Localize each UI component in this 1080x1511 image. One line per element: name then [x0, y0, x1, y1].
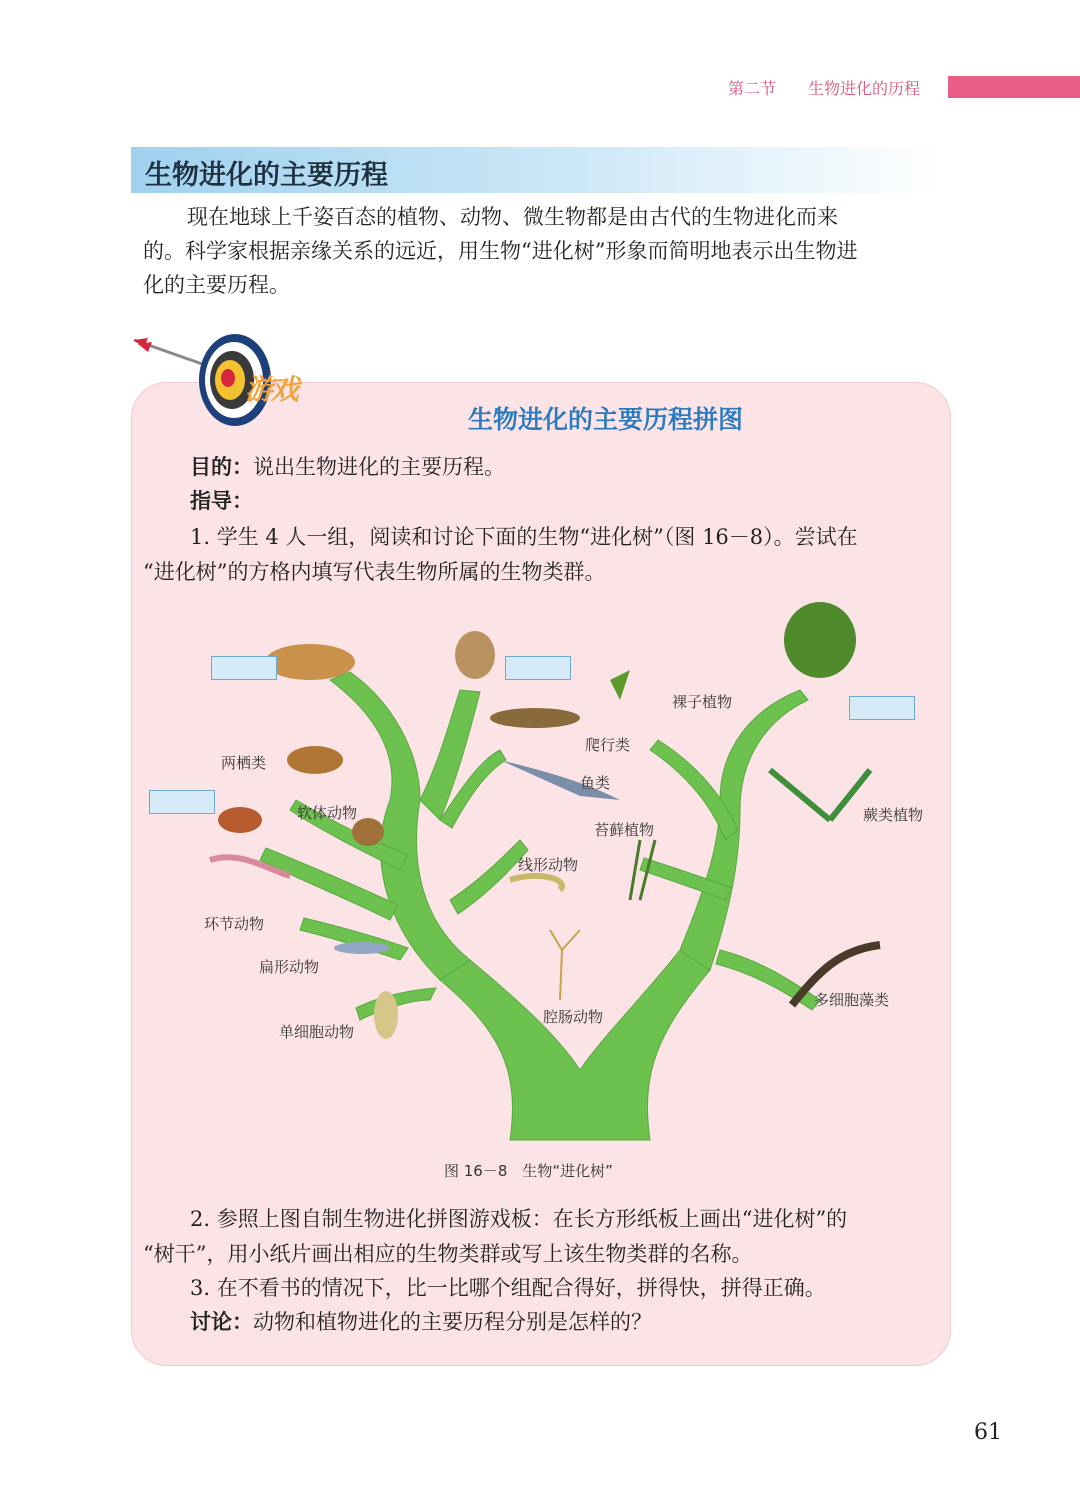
evolution-tree-figure	[140, 600, 940, 1160]
game-title: 生物进化的主要历程拼图	[468, 405, 744, 434]
intro-line: 化的主要历程。	[143, 273, 290, 297]
discussion-line	[190, 1305, 940, 1339]
purpose-label: 目的：	[190, 455, 253, 479]
game-label: 游戏	[245, 373, 298, 406]
label-ferns: 蕨类植物	[863, 806, 924, 824]
figure-caption: 图 16－8 生物“进化树”	[444, 1162, 613, 1180]
page-number: 61	[974, 1420, 1002, 1445]
crocodile-icon	[490, 708, 580, 728]
header-title: 生物进化的历程	[808, 79, 921, 98]
label-annelids: 环节动物	[204, 915, 265, 933]
label-fish: 鱼类	[580, 774, 611, 792]
pine-tree-icon	[784, 602, 856, 678]
step1-line1: 1. 学生 4 人一组，阅读和讨论下面的生物“进化树”（图 16－8）。尝试在	[190, 525, 858, 549]
discussion-text: 动物和植物进化的主要历程分别是怎样的？	[253, 1310, 652, 1334]
section-heading	[131, 147, 943, 193]
answer-box[interactable]	[211, 656, 277, 680]
purpose-line	[190, 450, 940, 484]
tree-branch-left-2	[420, 690, 480, 820]
ginkgo-icon	[610, 670, 630, 700]
step2-line2: “树干”，用小纸片画出相应的生物类群或写上该生物类群的名称。	[143, 1242, 753, 1266]
step2-line1: 2. 参照上图自制生物进化拼图游戏板：在长方形纸板上画出“进化树”的	[190, 1207, 848, 1231]
intro-line: 的。科学家根据亲缘关系的远近，用生物“进化树”形象而简明地表示出生物进	[143, 239, 858, 263]
label-algae: 多细胞藻类	[814, 991, 890, 1009]
hydra-icon	[550, 930, 580, 1000]
label-mollusks: 软体动物	[297, 804, 358, 822]
intro-line: 现在地球上千姿百态的植物、动物、微生物都是由古代的生物进化而来	[187, 205, 838, 229]
owl-icon	[455, 631, 495, 679]
tree-branch-right	[680, 690, 808, 970]
header-section: 第二节	[728, 79, 777, 98]
tree-trunk	[440, 950, 710, 1140]
tree-twig	[716, 950, 820, 1010]
fern-icon	[770, 770, 870, 820]
label-flatworms: 扁形动物	[259, 958, 320, 976]
answer-box[interactable]	[149, 790, 215, 814]
frog-icon	[287, 746, 343, 774]
guide-label: 指导：	[190, 489, 253, 513]
section-heading-text: 生物进化的主要历程	[145, 160, 388, 191]
label-reptiles: 爬行类	[585, 736, 631, 754]
evolution-tree-graphic	[140, 600, 940, 1160]
guide-line	[190, 484, 940, 518]
purpose-text: 说出生物进化的主要历程。	[253, 455, 505, 479]
answer-box[interactable]	[505, 656, 571, 680]
flatworm-icon	[334, 942, 390, 954]
crab-icon	[218, 807, 262, 833]
label-gymnosperms: 裸子植物	[672, 693, 733, 711]
label-coelenterates: 腔肠动物	[543, 1008, 604, 1026]
roundworm-icon	[510, 876, 562, 890]
protozoa-icon	[374, 991, 398, 1039]
label-amphibians: 两栖类	[221, 754, 267, 772]
answer-box[interactable]	[849, 696, 915, 720]
running-header	[728, 76, 1080, 100]
step3-line: 3. 在不看书的情况下，比一比哪个组配合得好，拼得快，拼得正确。	[190, 1276, 826, 1300]
label-protozoa: 单细胞动物	[279, 1023, 355, 1041]
lion-icon	[265, 644, 355, 680]
label-mosses: 苔藓植物	[594, 821, 655, 839]
header-accent-bar	[948, 76, 1080, 98]
discussion-label: 讨论：	[190, 1310, 253, 1334]
intro-paragraph	[143, 200, 943, 302]
step1-line2: “进化树”的方格内填写代表生物所属的生物类群。	[143, 560, 606, 584]
label-nematodes: 线形动物	[518, 856, 579, 874]
